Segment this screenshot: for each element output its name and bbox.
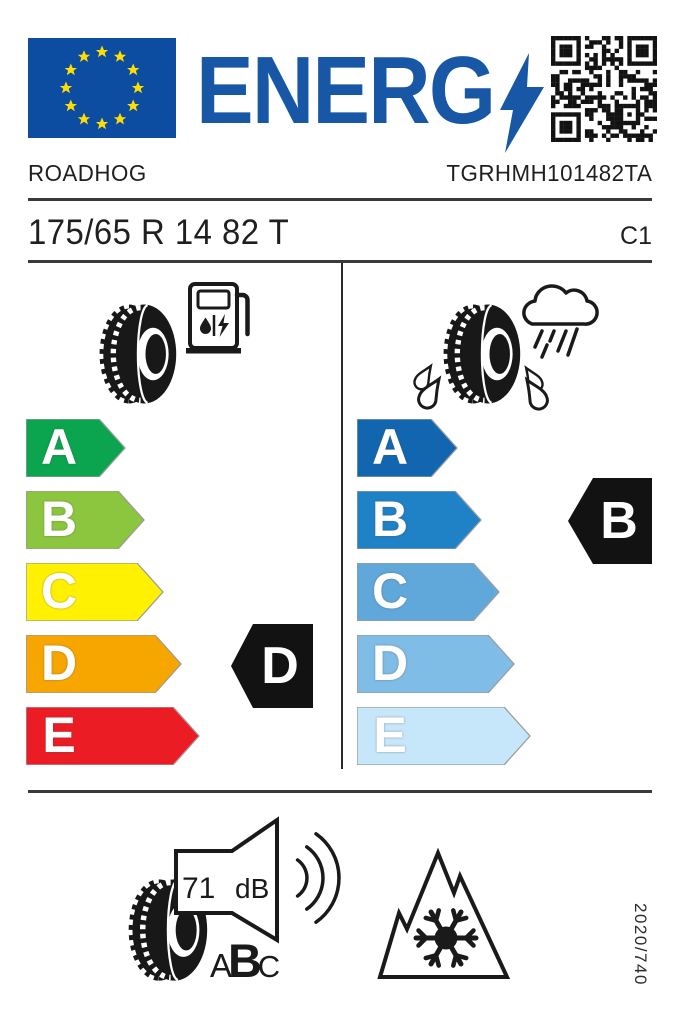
qr-code bbox=[551, 36, 657, 142]
eu-flag-stars bbox=[28, 38, 176, 138]
wet-grip-class-arrow-b bbox=[357, 491, 542, 549]
fuel-rating-indicator bbox=[231, 624, 313, 708]
lightning-bolt-icon bbox=[500, 53, 544, 153]
wet-grip-class-c-label: C bbox=[371, 563, 409, 619]
noise-unit: dB bbox=[235, 873, 270, 904]
tyre-designation: 175/65 R 14 82 T bbox=[28, 213, 290, 252]
tire-rain-cloud-icon bbox=[408, 278, 608, 413]
wet-grip-class-arrow-c bbox=[357, 563, 542, 621]
wet-grip-class-b-label: B bbox=[371, 491, 409, 547]
fuel-rating-label: D bbox=[261, 637, 299, 695]
type-identifier: TGRHMH101482TA bbox=[445, 160, 652, 186]
energ-logo: ENERG bbox=[196, 37, 495, 144]
alpine-snowflake-icon bbox=[370, 845, 515, 985]
noise-class-a-label: A bbox=[209, 947, 233, 984]
fuel-class-arrow-e bbox=[26, 707, 226, 765]
divider-line bbox=[28, 260, 652, 263]
supplier-name: ROADHOG bbox=[28, 160, 147, 186]
wet-grip-rating-label: B bbox=[600, 492, 638, 550]
fuel-class-e-label: E bbox=[42, 707, 76, 763]
wet-grip-class-a-label: A bbox=[371, 419, 409, 475]
divider-line bbox=[28, 198, 652, 201]
wet-grip-class-arrow-a bbox=[357, 419, 542, 477]
wet-grip-class-d-label: D bbox=[371, 635, 409, 691]
noise-value: 71 bbox=[182, 872, 216, 905]
wet-grip-class-e-label: E bbox=[373, 707, 407, 763]
regulation-number: 2020/740 bbox=[631, 903, 650, 986]
tire-speaker-icon bbox=[118, 812, 350, 1000]
eu-flag bbox=[28, 38, 176, 138]
divider-line bbox=[28, 790, 652, 793]
tyre-class: C1 bbox=[620, 222, 652, 250]
column-divider bbox=[341, 263, 343, 769]
tire-fuel-pump-icon bbox=[90, 278, 255, 413]
wet-grip-rating-indicator bbox=[568, 478, 652, 564]
fuel-class-a-label: A bbox=[40, 419, 78, 475]
wet-grip-class-arrow-e bbox=[357, 707, 542, 765]
fuel-class-c-label: C bbox=[40, 563, 78, 619]
sound-waves-icon bbox=[298, 834, 339, 922]
fuel-class-arrow-a bbox=[26, 419, 226, 477]
fuel-class-arrow-b bbox=[26, 491, 226, 549]
noise-class-c-label: C bbox=[257, 949, 281, 984]
fuel-class-d-label: D bbox=[40, 635, 78, 691]
fuel-class-arrow-d bbox=[26, 635, 226, 693]
wet-grip-class-arrow-d bbox=[357, 635, 542, 693]
fuel-class-arrow-c bbox=[26, 563, 226, 621]
fuel-class-b-label: B bbox=[40, 491, 78, 547]
noise-class-b-label: B bbox=[228, 934, 262, 987]
